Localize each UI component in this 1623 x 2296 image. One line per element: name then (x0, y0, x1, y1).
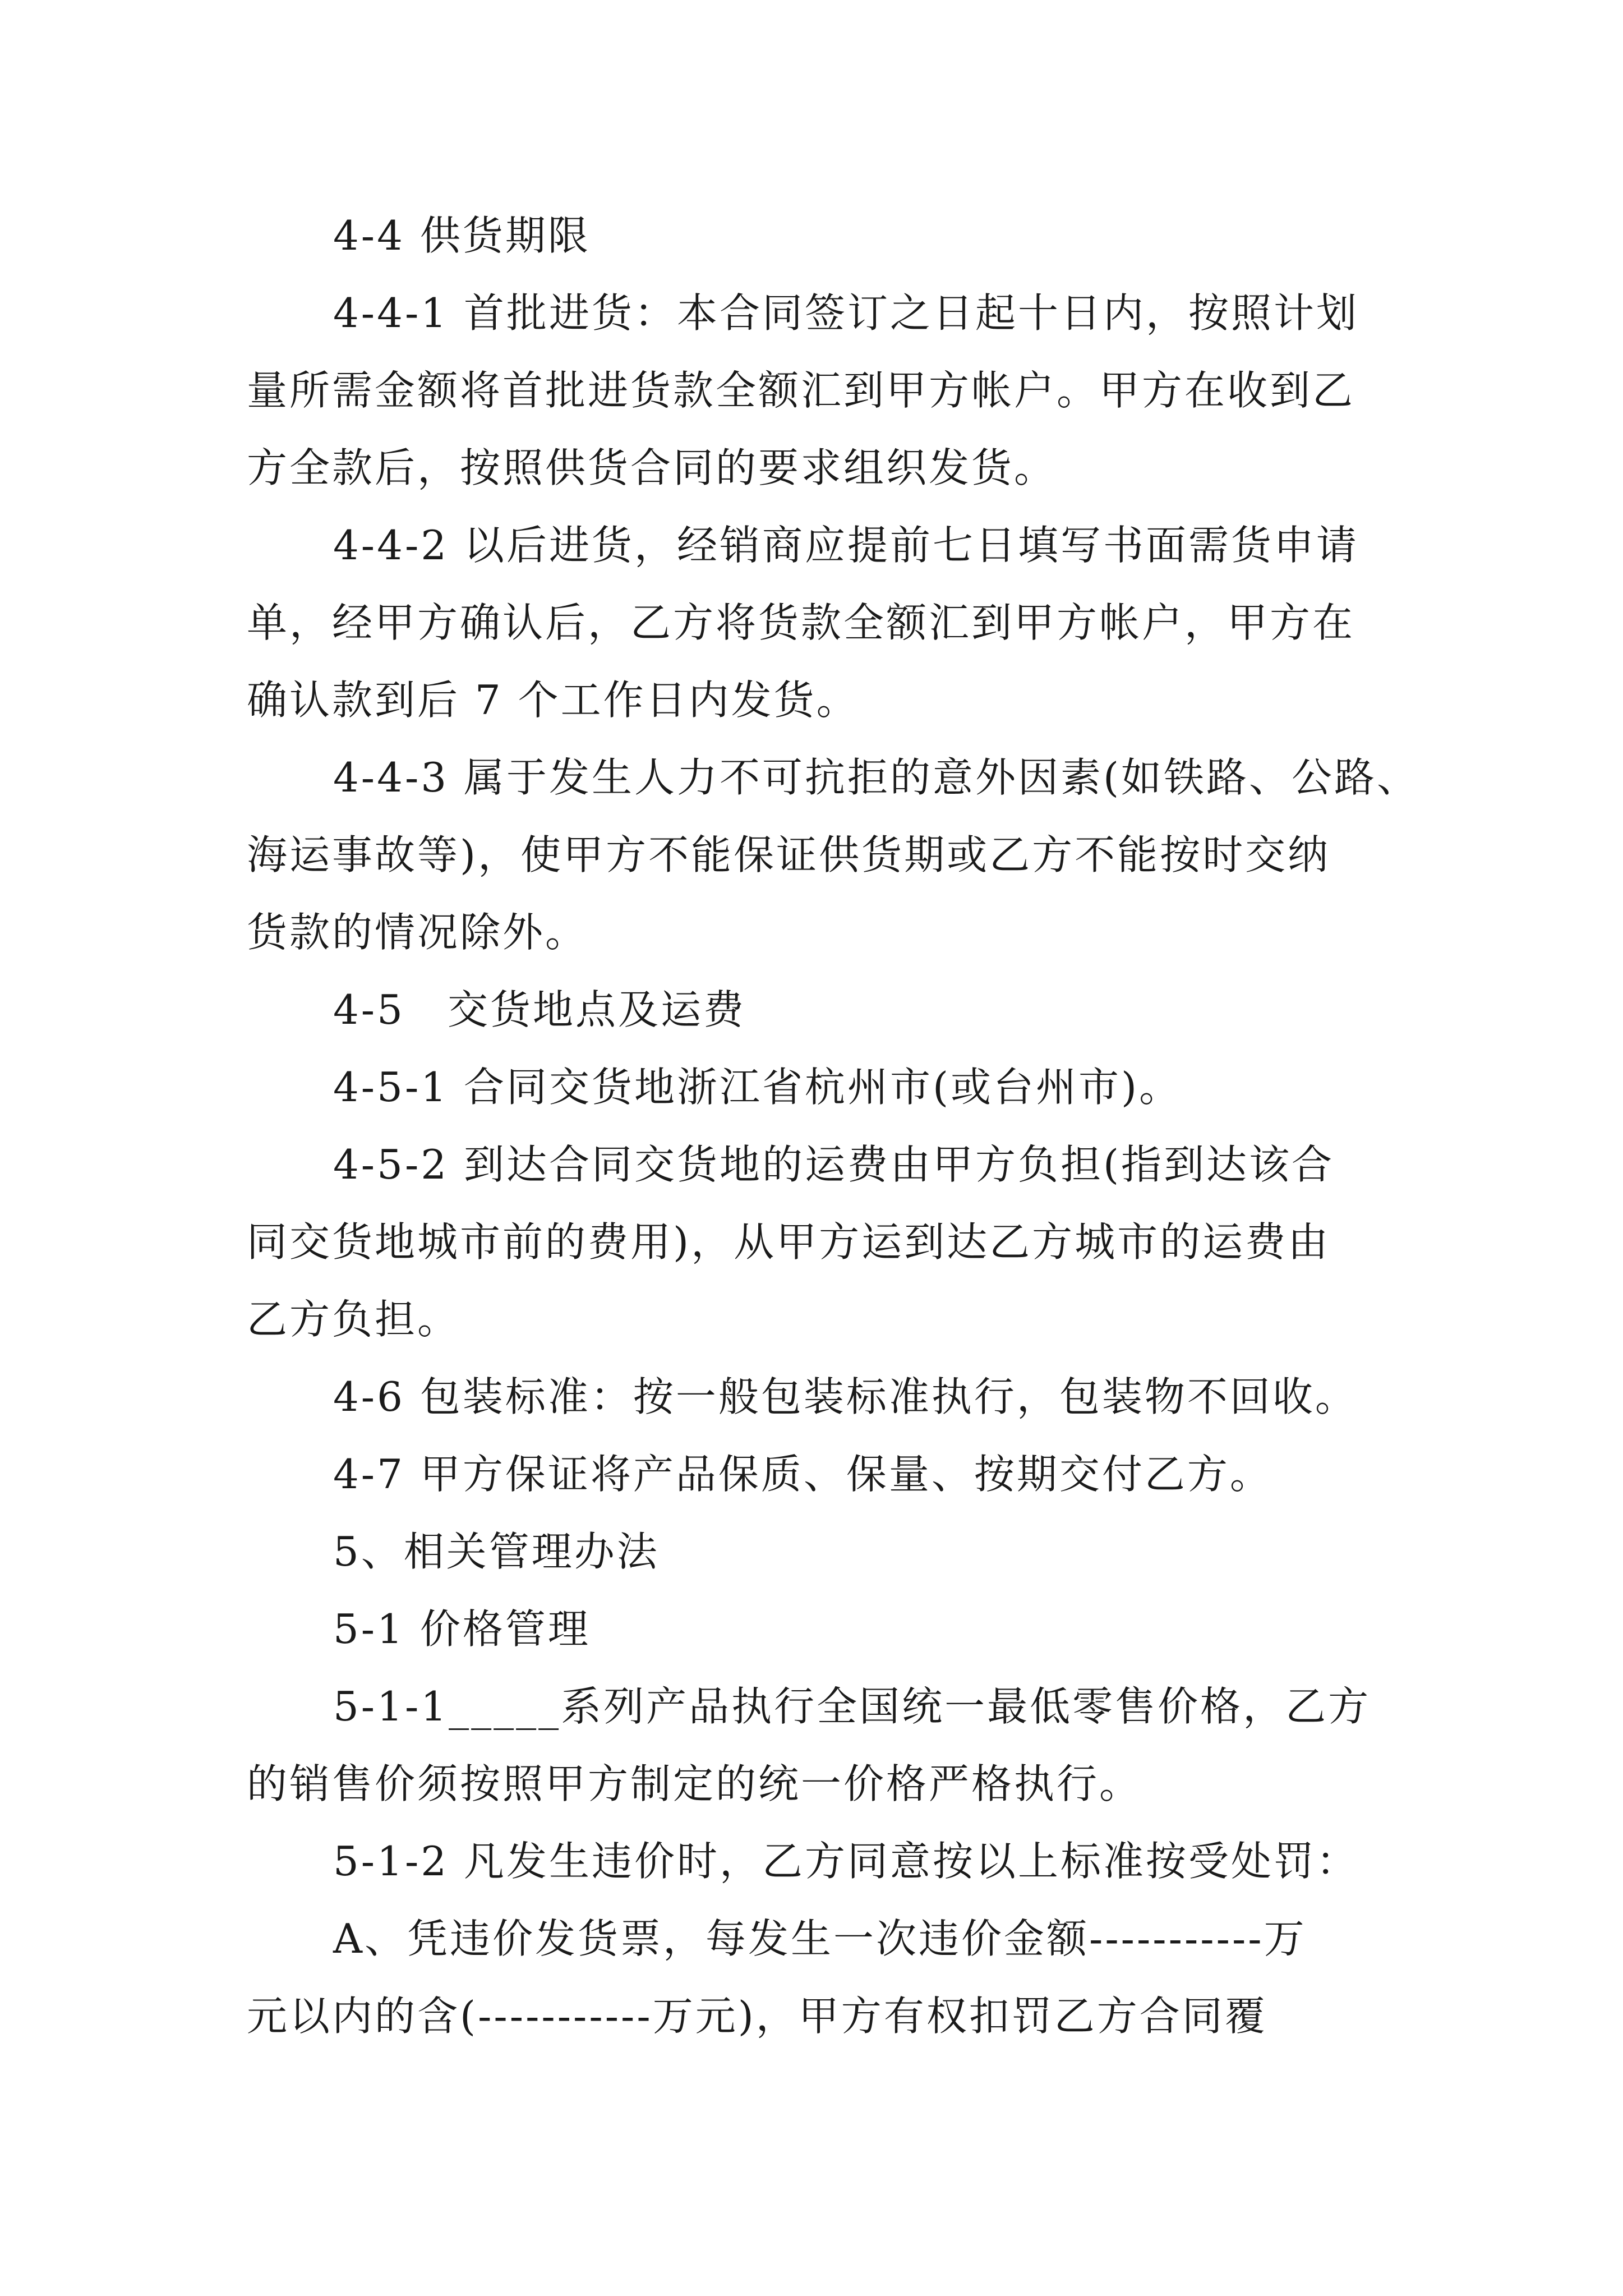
paragraph-line: 元以内的含(-----------万元)，甲方有权扣罚乙方合同覆 (247, 1993, 1267, 2040)
paragraph-line: 4-4-3 属于发生人力不可抗拒的意外因素(如铁路、公路、 (333, 754, 1420, 801)
paragraph-line: 货款的情况除外。 (247, 909, 588, 956)
paragraph-line: 4-7 甲方保证将产品保质、保量、按期交付乙方。 (333, 1451, 1272, 1498)
paragraph-line: 确认款到后 7 个工作日内发货。 (247, 677, 859, 724)
paragraph-line: 5-1-1_____系列产品执行全国统一最低零售价格，乙方 (333, 1683, 1371, 1730)
section-heading-4-5: 4-5 交货地点及运费 (333, 986, 746, 1033)
section-heading-4-4: 4-4 供货期限 (333, 212, 591, 259)
paragraph-line: 4-6 包装标准：按一般包装标准执行，包装物不回收。 (333, 1373, 1358, 1420)
paragraph-line: 4-5-2 到达合同交货地的运费由甲方负担(指到达该合 (333, 1141, 1335, 1188)
paragraph-line: 5-1-2 凡发生违价时，乙方同意按以上标准按受处罚： (333, 1838, 1359, 1885)
paragraph-line: 量所需金额将首批进货款全额汇到甲方帐户。甲方在收到乙 (247, 367, 1355, 414)
paragraph-line: 同交货地城市前的费用)，从甲方运到达乙方城市的运费由 (247, 1218, 1331, 1266)
section-heading-5: 5、相关管理办法 (333, 1528, 660, 1575)
paragraph-line: 4-5-1 合同交货地浙江省杭州市(或台州市)。 (333, 1064, 1182, 1111)
section-heading-5-1: 5-1 价格管理 (333, 1605, 591, 1653)
paragraph-line: 4-4-1 首批进货：本合同签订之日起十日内，按照计划 (333, 289, 1359, 337)
paragraph-line: 方全款后，按照供货合同的要求组织发货。 (247, 444, 1057, 491)
paragraph-line: 4-4-2 以后进货，经销商应提前七日填写书面需货申请 (333, 522, 1359, 569)
paragraph-line: 的销售价须按照甲方制定的统一价格严格执行。 (247, 1760, 1142, 1807)
paragraph-line: 海运事故等)，使甲方不能保证供货期或乙方不能按时交纳 (247, 831, 1331, 878)
paragraph-line: 乙方负担。 (247, 1296, 460, 1343)
paragraph-line: 单，经甲方确认后，乙方将货款全额汇到甲方帐户，甲方在 (247, 599, 1355, 646)
paragraph-line: A、凭违价发货票，每发生一次违价金额-----------万 (333, 1915, 1307, 1962)
